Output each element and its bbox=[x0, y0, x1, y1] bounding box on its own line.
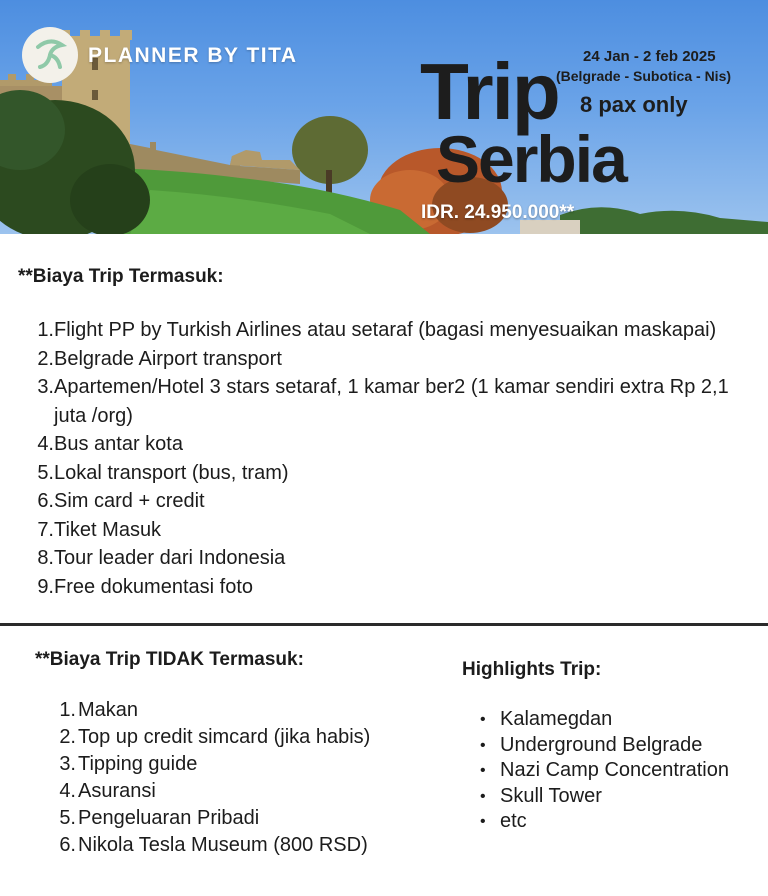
bullet-icon: • bbox=[480, 762, 486, 779]
excluded-list bbox=[0, 697, 440, 859]
bullet-icon: • bbox=[480, 711, 486, 728]
trip-title-line2: Serbia bbox=[436, 122, 626, 196]
bullet-icon: • bbox=[480, 813, 486, 830]
list-item: • Nazi Camp Concentration bbox=[476, 758, 756, 784]
trip-price: IDR. 24.950.000** bbox=[421, 202, 575, 223]
bullet-icon: • bbox=[480, 787, 486, 805]
list-item: 3. Apartemen/Hotel 3 stars setaraf, 1 kamar ber2 (1 kamar sendiri extra Rp 2,1 juta /org) bbox=[37, 376, 729, 427]
bullet-icon: • bbox=[480, 736, 486, 754]
list-item: 3. Tipping guide bbox=[59, 753, 198, 775]
trip-title-line1: Trip bbox=[420, 47, 559, 136]
excluded-section-title: **Biaya Trip TIDAK Termasuk: bbox=[35, 649, 304, 670]
list-item: 5. Pengeluaran Pribadi bbox=[59, 807, 260, 829]
highlights-list bbox=[476, 707, 756, 835]
trip-route: (Belgrade - Subotica - Nis) bbox=[556, 68, 732, 84]
included-section-title: **Biaya Trip Termasuk: bbox=[18, 266, 224, 287]
list-item: • Underground Belgrade bbox=[476, 733, 756, 759]
brand-logo bbox=[22, 27, 78, 83]
list-item: 7. Tiket Masuk bbox=[37, 518, 162, 541]
highlights-section-title: Highlights Trip: bbox=[462, 659, 602, 680]
pax-limit: 8 pax only bbox=[580, 92, 688, 117]
list-item: 1. Makan bbox=[59, 699, 139, 721]
brand-name: PLANNER BY TITA bbox=[88, 44, 298, 67]
list-item: • etc bbox=[476, 809, 756, 835]
section-divider bbox=[0, 623, 768, 626]
list-item: 2. Belgrade Airport transport bbox=[37, 347, 282, 370]
leaf-logo-icon bbox=[30, 35, 70, 75]
hero-banner bbox=[0, 0, 768, 234]
list-item: 2. Top up credit simcard (jika habis) bbox=[59, 726, 371, 748]
included-list bbox=[0, 316, 740, 601]
list-item: 4. Bus antar kota bbox=[37, 433, 183, 455]
list-item: 5. Lokal transport (bus, tram) bbox=[37, 461, 289, 484]
list-item: 1. Flight PP by Turkish Airlines atau setaraf (bagasi menyesuaikan maskapai) bbox=[37, 319, 717, 341]
list-item: 8. Tour leader dari Indonesia bbox=[37, 547, 286, 569]
list-item: 6. Nikola Tesla Museum (800 RSD) bbox=[59, 834, 368, 856]
trip-dates: 24 Jan - 2 feb 2025 bbox=[583, 48, 716, 65]
list-item: 6. Sim card + credit bbox=[37, 490, 205, 512]
list-item: 4. Asuransi bbox=[59, 780, 156, 802]
list-item: 9. Free dokumentasi foto bbox=[37, 575, 253, 598]
list-item: • Skull Tower bbox=[476, 784, 756, 810]
list-item: • Kalamegdan bbox=[476, 707, 756, 733]
